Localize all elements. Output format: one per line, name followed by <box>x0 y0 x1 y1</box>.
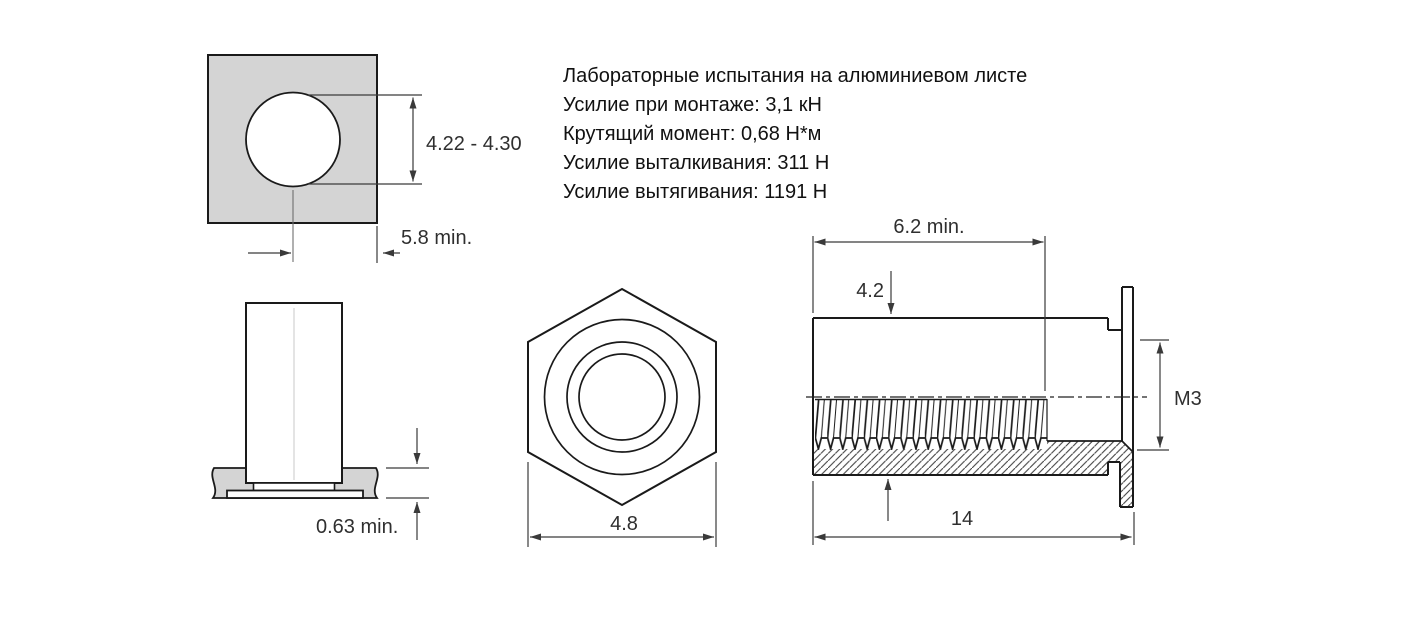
flange-head <box>227 491 363 499</box>
shoulder-step <box>254 483 335 491</box>
info-line-pullout: Усилие вытягивания: 1191 Н <box>563 181 828 203</box>
usable-depth-dimension <box>813 236 1045 391</box>
body-outline <box>813 287 1133 507</box>
section-side-view <box>806 216 1202 545</box>
overall-length-dimension <box>813 481 1134 545</box>
mounting-hole <box>246 93 340 187</box>
hex-front-view <box>528 289 716 547</box>
info-line-pushout: Усилие выталкивания: 311 Н <box>563 152 830 174</box>
shank-diameter-dimension <box>888 271 891 521</box>
sheet-thickness-label: 0.63 min. <box>316 516 399 538</box>
info-line-install-force: Усилие при монтаже: 3,1 кН <box>563 94 822 116</box>
edge-distance-label: 5.8 min. <box>401 227 473 249</box>
across-flats-label: 4.8 <box>610 513 638 535</box>
info-line-title: Лабораторные испытания на алюминиевом листе <box>563 65 1028 87</box>
installed-side-view <box>212 303 429 540</box>
hole-diameter-label: 4.22 - 4.30 <box>426 133 522 155</box>
thread-size-dimension <box>1137 340 1169 450</box>
hole-layout-view <box>208 55 522 263</box>
thread-size-label: M3 <box>1174 388 1202 410</box>
usable-depth-label: 6.2 min. <box>893 216 965 238</box>
info-line-torque: Крутящий момент: 0,68 Н*м <box>563 123 822 145</box>
shank-diameter-label: 4.2 <box>856 280 884 302</box>
hex-body-outline <box>528 289 716 505</box>
internal-thread-profile <box>815 399 1047 450</box>
overall-length-label: 14 <box>950 508 974 530</box>
